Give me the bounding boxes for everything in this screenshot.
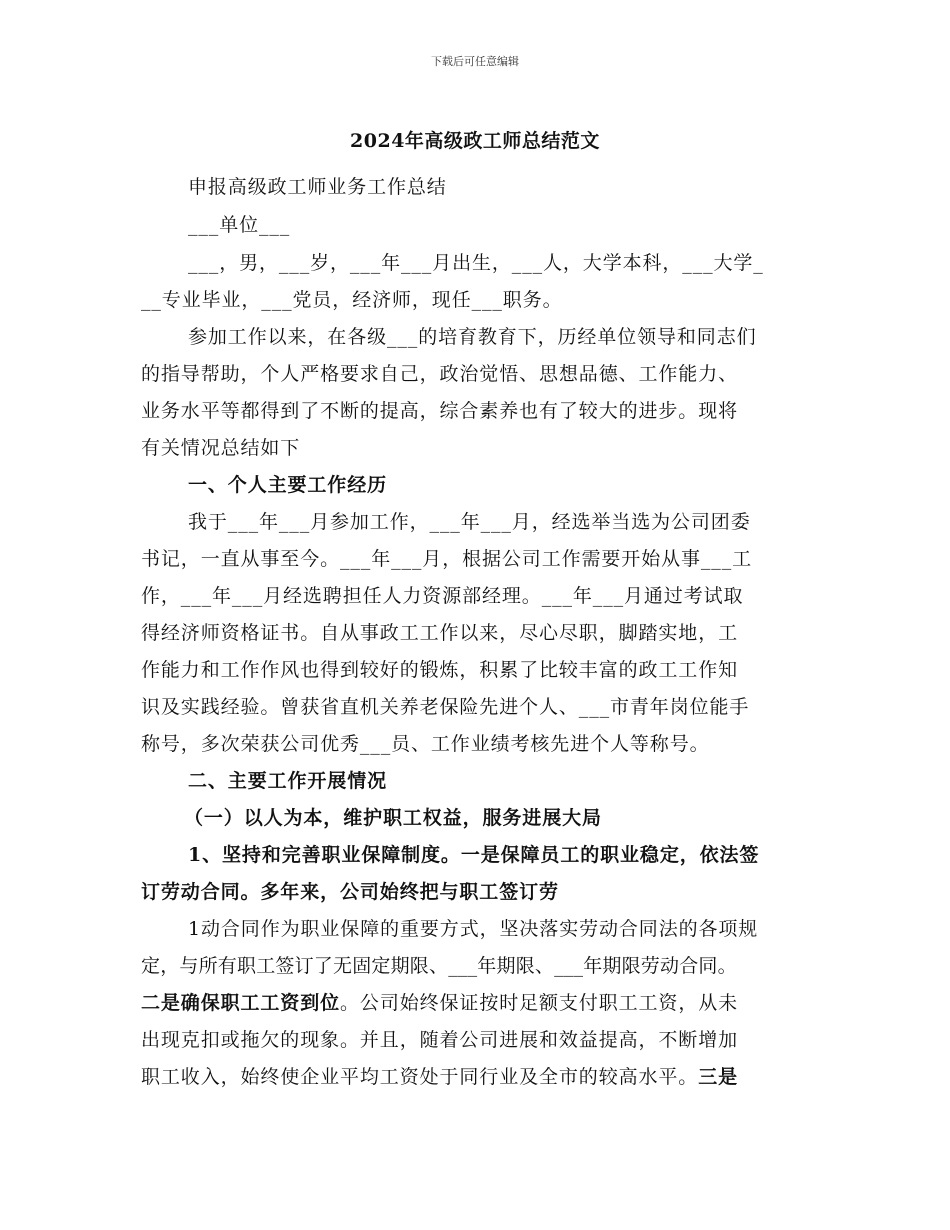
- paragraph-line: 参加工作以来，在各级___的培育教育下，历经单位领导和同志们: [188, 326, 757, 348]
- paragraph-line: [141, 991, 821, 1015]
- document-title: 2024年高级政工师总结范文: [350, 130, 600, 152]
- paragraph-line: 得经济师资格证书。自从事政工工作以来，尽心尽职，脚踏实地，工: [141, 622, 739, 644]
- paragraph-line: __专业毕业，___党员，经济师，现任___职务。: [141, 289, 563, 311]
- bold-paragraph-line: 订劳动合同。多年来，公司始终把与职工签订劳: [141, 881, 559, 903]
- paragraph-line: 我于___年___月参加工作，___年___月，经选举当选为公司团委: [188, 511, 751, 533]
- paragraph-line: 业务水平等都得到了不断的提高，综合素养也有了较大的进步。现将: [141, 400, 739, 422]
- paragraph-line: 申报高级政工师业务工作总结: [188, 176, 447, 198]
- section-heading: 二、主要工作开展情况: [188, 770, 388, 792]
- paragraph-line: ___，男，___岁，___年___月出生，___人，大学本科，___大学_: [188, 252, 764, 274]
- paragraph-text: 。公司始终保证按时足额支付职工工资，从未: [340, 992, 739, 1014]
- paragraph-line: 作能力和工作作风也得到较好的锻炼，积累了比较丰富的政工工作知: [141, 659, 739, 681]
- paragraph-text: 职工收入，始终使企业平均工资处于同行业及全市的较高水平。: [141, 1066, 699, 1088]
- paragraph-line: [141, 1065, 821, 1089]
- bold-phrase: 二是确保职工工资到位: [141, 992, 341, 1014]
- paragraph-line: ___单位___: [188, 214, 291, 236]
- paragraph-line: 识及实践经验。曾获省直机关养老保险先进个人、___市青年岗位能手: [141, 696, 750, 718]
- paragraph-line: 出现克扣或拖欠的现象。并且，随着公司进展和效益提高，不断增加: [141, 1029, 739, 1051]
- section-heading: 一、个人主要工作经历: [188, 474, 388, 496]
- paragraph-line: 的指导帮助，个人严格要求自己，政治觉悟、思想品德、工作能力、: [141, 363, 739, 385]
- paragraph-line: 称号，多次荣获公司优秀___员、工作业绩考核先进个人等称号。: [141, 733, 710, 755]
- paragraph-line: 定，与所有职工签订了无固定期限、___年期限、___年期限劳动合同。: [141, 955, 737, 977]
- paragraph-line: 有关情况总结如下: [141, 437, 301, 459]
- paragraph-line: 1动合同作为职业保障的重要方式，坚决落实劳动合同法的各项规: [188, 918, 759, 940]
- paragraph-line: 作，___年___月经选聘担任人力资源部经理。___年___月通过考试取: [141, 585, 744, 607]
- header-note: 下载后可任意编辑: [431, 55, 519, 68]
- bold-paragraph-line: 1、坚持和完善职业保障制度。一是保障员工的职业稳定，依法签: [188, 844, 760, 866]
- paragraph-line: 书记，一直从事至今。___年___月，根据公司工作需要开始从事___工: [141, 548, 753, 570]
- subsection-heading: （一）以人为本，维护职工权益，服务进展大局: [184, 807, 602, 829]
- bold-phrase: 三是: [698, 1066, 739, 1088]
